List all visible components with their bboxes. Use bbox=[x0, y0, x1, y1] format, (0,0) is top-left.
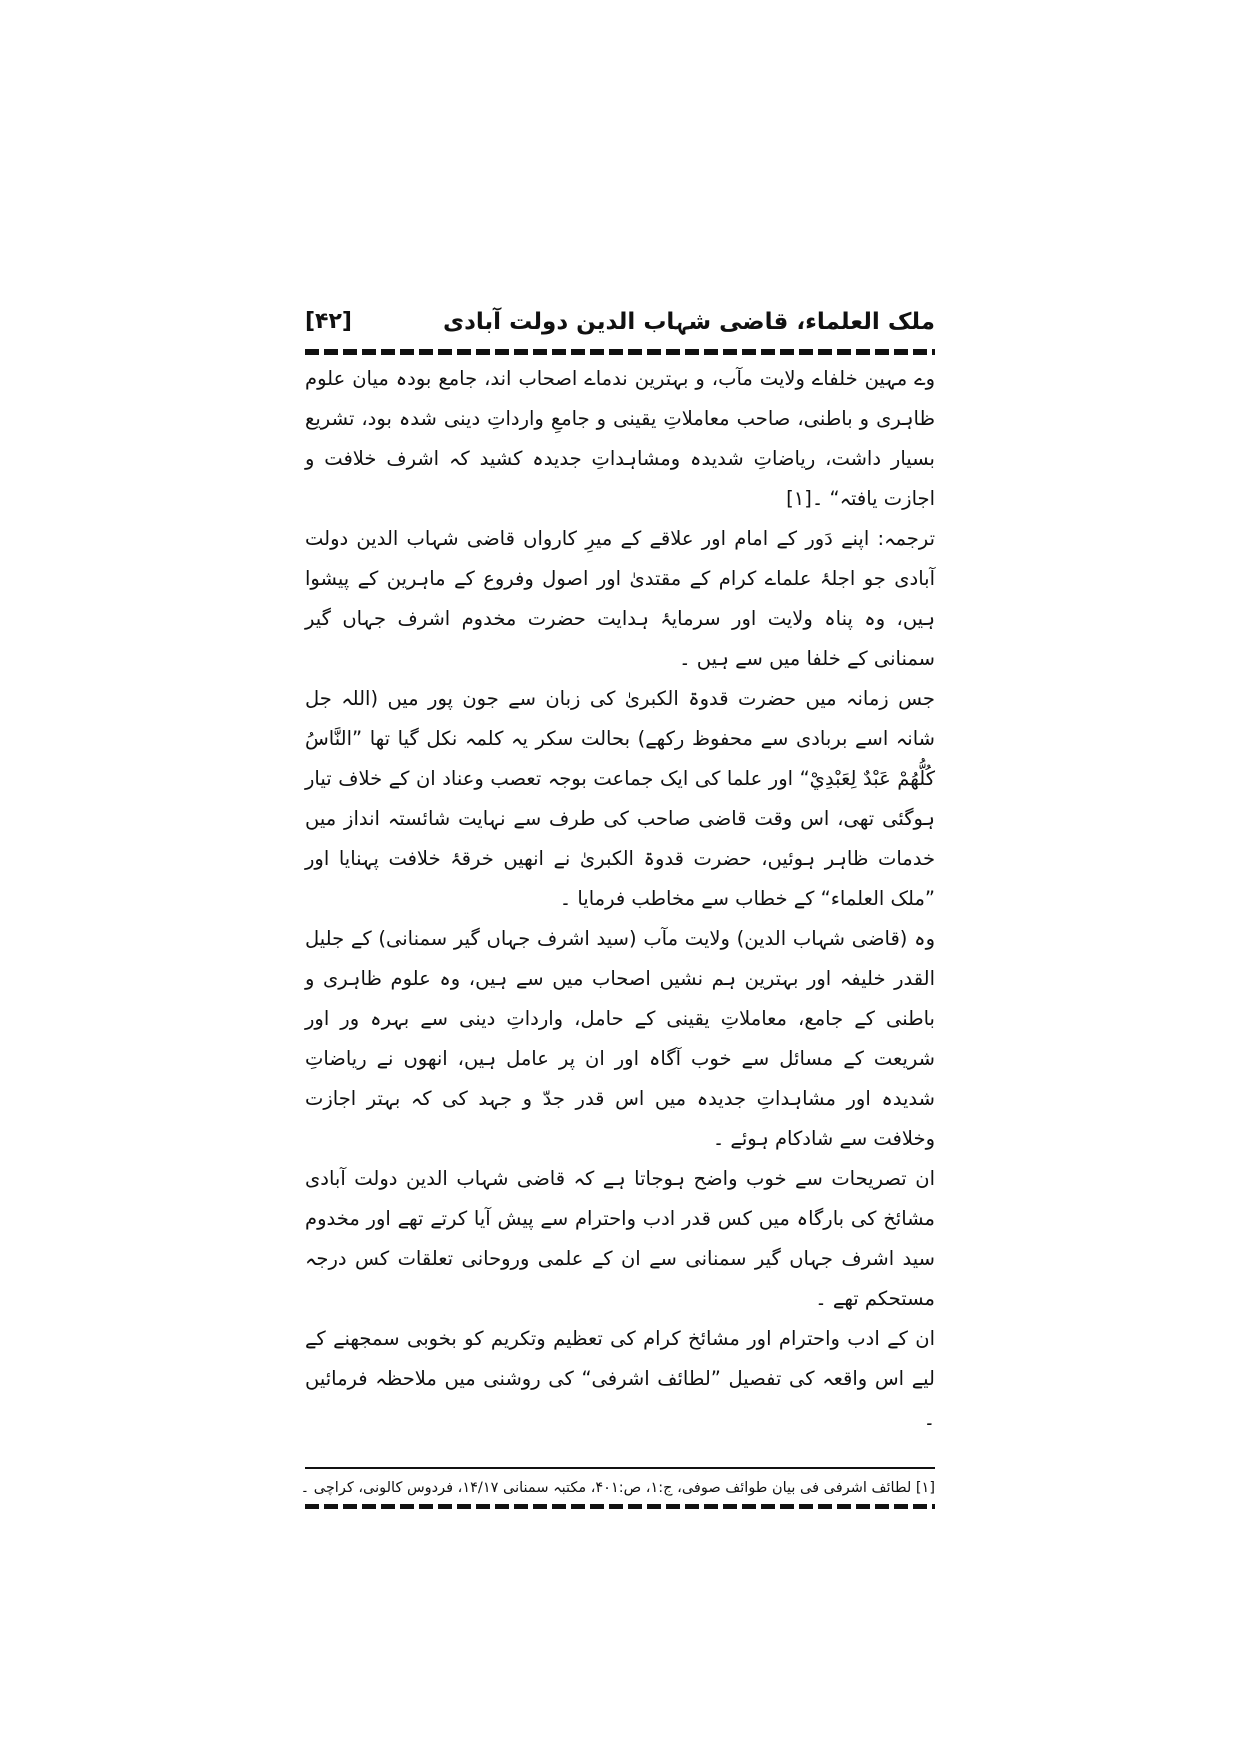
main-text bbox=[305, 355, 935, 1439]
running-head bbox=[305, 305, 935, 347]
paragraph-jaunpur-event: جس زمانہ میں حضرت قدوۃ الکبریٰ کی زبان سے جون پور میں (اللہ جل شانہ اسے بربادی سے محفوظ رکھے) بحالت سکر یہ کلمہ نکل گیا تھا ”النَّاسُ كُلُّهُمْ عَبْدٌ لِعَبْدِيْ“ اور علما کی ایک جماعت بوجہ تعصب وعناد ان کے خلاف تیار ہوگئی تھی، اس وقت قاضی صاحب کی طرف سے نہایت شائستہ انداز میں خدمات ظاہر ہوئیں، حضرت قدوۃ الکبریٰ نے انھیں خرقۂ خلافت پہنایا اور ”ملک العلماء“ کے خطاب سے مخاطب فرمایا ۔ bbox=[305, 687, 935, 910]
footnote-rule bbox=[305, 1467, 935, 1469]
running-title: ملک العلماء، قاضی شہاب الدین دولت آبادی bbox=[443, 309, 935, 335]
paragraph-qazi-description: وہ (قاضی شہاب الدین) ولایت مآب (سید اشرف جہاں گیر سمنانی) کے جلیل القدر خلیفہ اور بہترین ہم نشیں اصحاب میں سے ہیں، وہ علوم ظاہری و باطنی کے جامع، معاملاتِ یقینی کے حامل، وارداتِ دینی سے بہرہ ور اور شریعت کے مسائل سے خوب آگاہ اور ان پر عامل ہیں، انھوں نے ریاضاتِ شدیدہ اور مشاہداتِ جدیدہ میں اس قدر جدّ و جہد کی کہ بہتر اجازت وخلافت سے شادکام ہوئے ۔ bbox=[305, 927, 935, 1150]
page-number: [۴۲] bbox=[305, 309, 352, 334]
paragraph-persian-quote: وے مہین خلفاے ولایت مآب، و بہترین ندماے اصحاب اند، جامع بودہ میان علوم ظاہری و باطنی، صاحب معاملاتِ یقینی و جامعِ وارداتِ دینی شدہ بود، تشریع بسیار داشت، ریاضاتِ شدیدہ ومشاہداتِ جدیدہ کشید کہ اشرف خلافت و اجازت یافتہ“ ۔[۱] bbox=[305, 367, 935, 510]
paragraph-translation: ترجمہ: اپنے دَور کے امام اور علاقے کے میرِ کارواں قاضی شہاب الدین دولت آبادی جو اجلۂ علماے کرام کے مقتدیٰ اور اصول وفروع کے ماہرین کے پیشوا ہیں، وہ پناہ ولایت اور سرمایۂ ہدایت حضرت مخدوم اشرف جہاں گیر سمنانی کے خلفا میں سے ہیں ۔ bbox=[305, 527, 935, 670]
book-page bbox=[300, 305, 935, 1509]
footer-dashed-rule bbox=[305, 1504, 935, 1509]
paragraph-lataif-reference: ان کے ادب واحترام اور مشائخ کرام کی تعظیم وتکریم کو بخوبی سمجھنے کے لیے اس واقعہ کی تفصیل ”لطائف اشرفی“ کی روشنی میں ملاحظہ فرمائیں ۔ bbox=[305, 1327, 935, 1430]
paragraph-conclusion: ان تصریحات سے خوب واضح ہوجاتا ہے کہ قاضی شہاب الدین دولت آبادی مشائخ کی بارگاہ میں کس قدر ادب واحترام سے پیش آیا کرتے تھے اور مخدوم سید اشرف جہاں گیر سمنانی سے ان کے علمی وروحانی تعلقات کس درجہ مستحکم تھے ۔ bbox=[305, 1167, 935, 1310]
footnote: [۱] لطائف اشرفی فی بیان طوائف صوفی، ج:۱، ص:۴۰۱، مکتبہ سمنانی ۱۴/۱۷، فردوس کالونی، کراچی ۔ bbox=[300, 1480, 935, 1496]
